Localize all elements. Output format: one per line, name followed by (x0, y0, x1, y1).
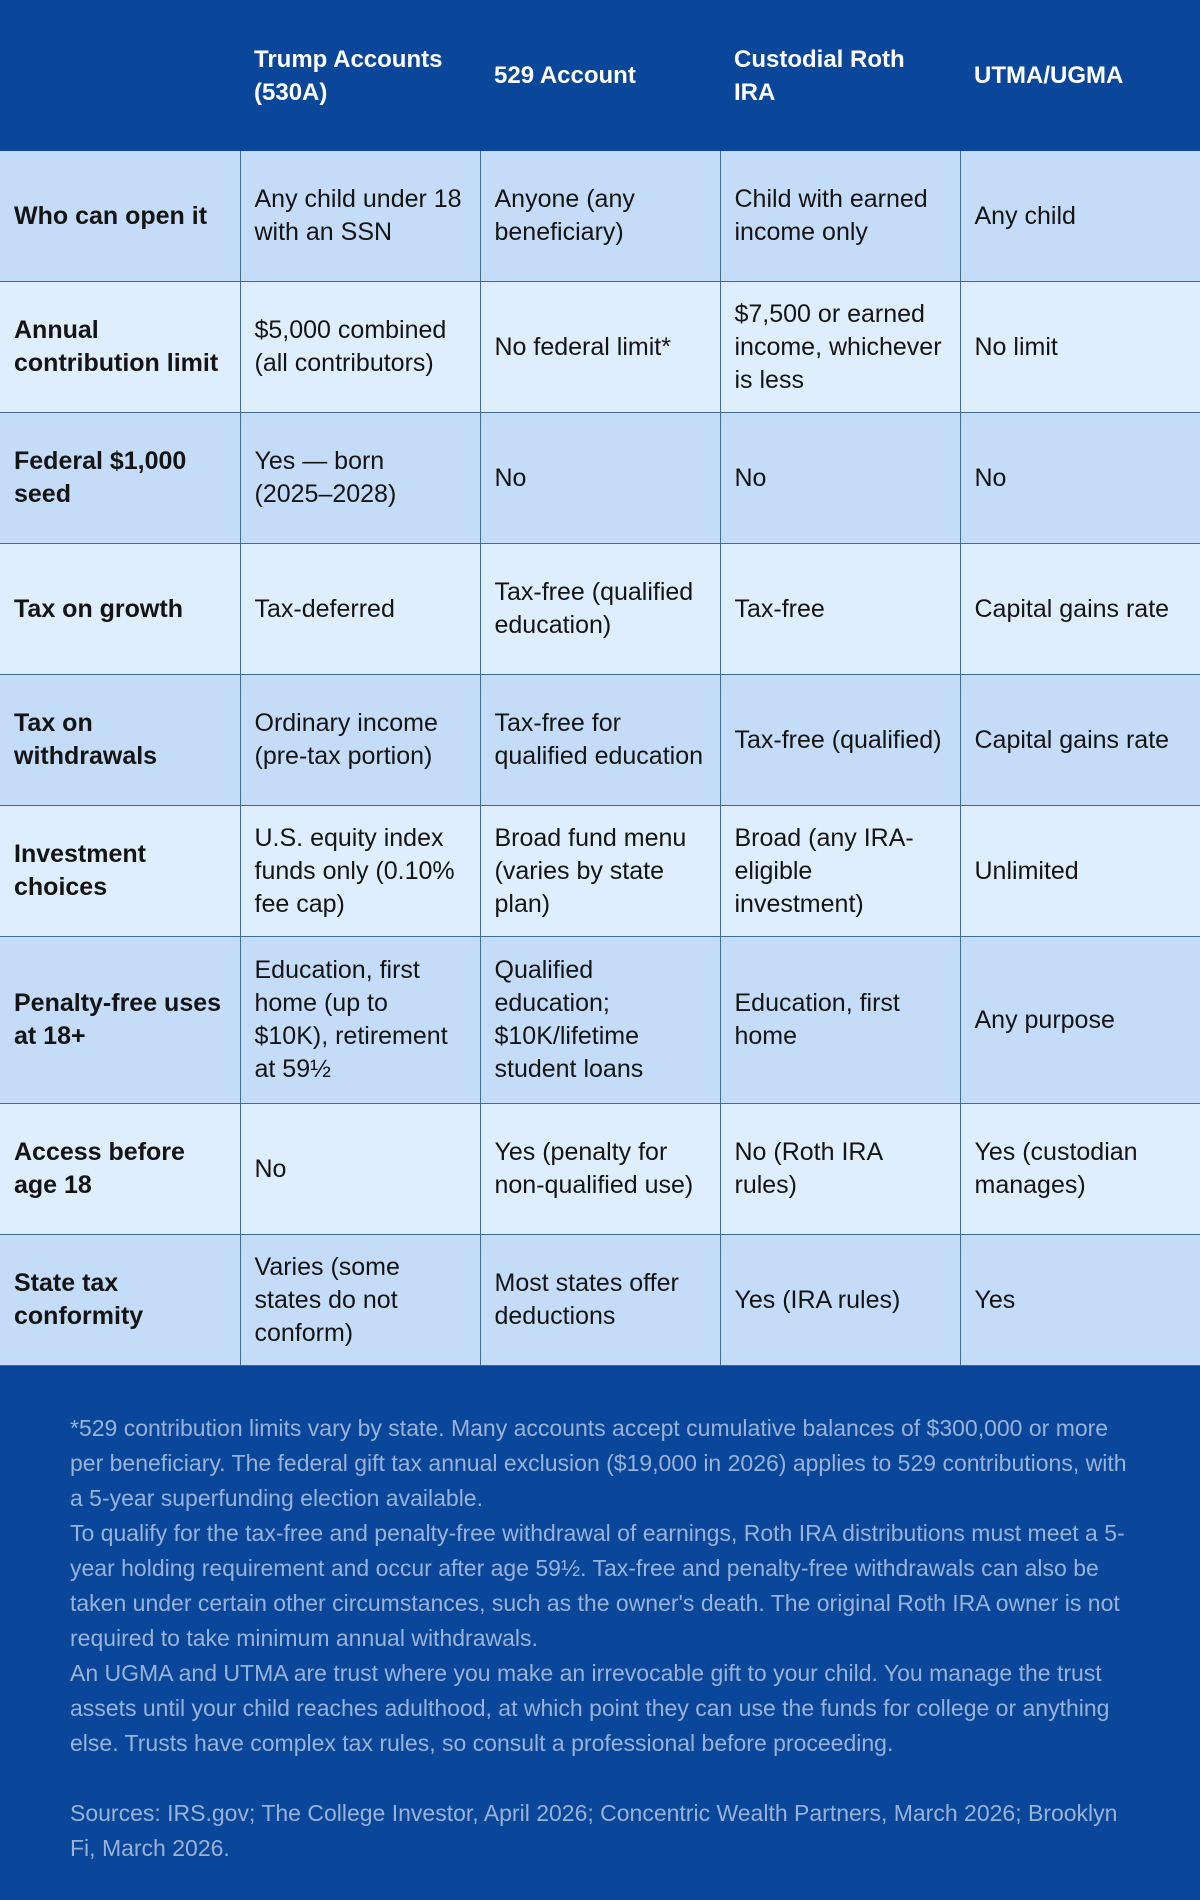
column-header-custodial-roth-ira: Custodial Roth IRA (720, 0, 960, 151)
footnote-utma-ugma: An UGMA and UTMA are trust where you make an irrevocable gift to your child. You manage the trust assets until your child reaches adulthood, at which point they can use the funds for college or anything else. Trusts have complex tax rules, so consult a professional before proceeding. (70, 1660, 1110, 1756)
table-cell: Anyone (any beneficiary) (480, 151, 720, 282)
row-label: Investment choices (0, 806, 240, 937)
table-cell: $5,000 combined (all contributors) (240, 282, 480, 413)
row-label: Federal $1,000 seed (0, 413, 240, 544)
corner-header-cell (0, 0, 240, 151)
table-row (0, 151, 1200, 282)
table-cell: Any child (960, 151, 1200, 282)
table-cell: No limit (960, 282, 1200, 413)
row-label: State tax conformity (0, 1235, 240, 1366)
table-cell: Broad fund menu (varies by state plan) (480, 806, 720, 937)
table-cell: Yes (IRA rules) (720, 1235, 960, 1366)
row-label: Who can open it (0, 151, 240, 282)
table-cell: Education, first home (up to $10K), retirement at 59½ (240, 937, 480, 1104)
table-cell: Unlimited (960, 806, 1200, 937)
table-cell: Education, first home (720, 937, 960, 1104)
table-cell: No (960, 413, 1200, 544)
table-row (0, 937, 1200, 1104)
table-cell: Yes — born (2025–2028) (240, 413, 480, 544)
table-cell: U.S. equity index funds only (0.10% fee cap) (240, 806, 480, 937)
table-cell: Broad (any IRA-eligible investment) (720, 806, 960, 937)
table-cell: Qualified education; $10K/lifetime student loans (480, 937, 720, 1104)
footnotes (70, 1411, 1130, 1866)
table-cell: Tax-free for qualified education (480, 675, 720, 806)
table-cell: No (480, 413, 720, 544)
table-cell: Yes (penalty for non-qualified use) (480, 1104, 720, 1235)
column-header-529-account: 529 Account (480, 0, 720, 151)
table-row (0, 1104, 1200, 1235)
column-header-trump-accounts: Trump Accounts (530A) (240, 0, 480, 151)
table-row (0, 544, 1200, 675)
table-cell: Capital gains rate (960, 544, 1200, 675)
row-label: Access before age 18 (0, 1104, 240, 1235)
table-cell: Yes (960, 1235, 1200, 1366)
column-header-utma-ugma: UTMA/UGMA (960, 0, 1200, 151)
footnote-529-limits: *529 contribution limits vary by state. Many accounts accept cumulative balances of $300,000 or more per beneficiary. The federal gift tax annual exclusion ($19,000 in 2026) applies to 529 contributions, with a 5-year superfunding election available. (70, 1415, 1127, 1511)
table-cell: Tax-free (qualified education) (480, 544, 720, 675)
table-row (0, 675, 1200, 806)
table-cell: Ordinary income (pre-tax portion) (240, 675, 480, 806)
table-row (0, 282, 1200, 413)
row-label: Tax on growth (0, 544, 240, 675)
table-row (0, 806, 1200, 937)
row-label: Tax on withdrawals (0, 675, 240, 806)
table-row (0, 1235, 1200, 1366)
sources-line: Sources: IRS.gov; The College Investor, April 2026; Concentric Wealth Partners, March 2026; Brooklyn Fi, March 2026. (70, 1800, 1118, 1861)
table-cell: No (720, 413, 960, 544)
table-row (0, 413, 1200, 544)
table-cell: Any child under 18 with an SSN (240, 151, 480, 282)
table-cell: Any purpose (960, 937, 1200, 1104)
table-cell: Tax-free (qualified) (720, 675, 960, 806)
row-label: Penalty-free uses at 18+ (0, 937, 240, 1104)
table-cell: $7,500 or earned income, whichever is less (720, 282, 960, 413)
table-cell: Most states offer deductions (480, 1235, 720, 1366)
table-cell: No (240, 1104, 480, 1235)
table-cell: Tax-free (720, 544, 960, 675)
table-cell: Varies (some states do not conform) (240, 1235, 480, 1366)
table-cell: No (Roth IRA rules) (720, 1104, 960, 1235)
table-cell: No federal limit* (480, 282, 720, 413)
table-cell: Capital gains rate (960, 675, 1200, 806)
table-cell: Yes (custodian manages) (960, 1104, 1200, 1235)
footnote-roth-ira: To qualify for the tax-free and penalty-free withdrawal of earnings, Roth IRA distributions must meet a 5-year holding requirement and occur after age 59½. Tax-free and penalty-free withdrawals can also be taken under certain other circumstances, such as the owner's death. The original Roth IRA owner is not required to take minimum annual withdrawals. (70, 1520, 1125, 1651)
table-cell: Tax-deferred (240, 544, 480, 675)
row-label: Annual contribution limit (0, 282, 240, 413)
table-header-row (0, 0, 1200, 151)
table-cell: Child with earned income only (720, 151, 960, 282)
